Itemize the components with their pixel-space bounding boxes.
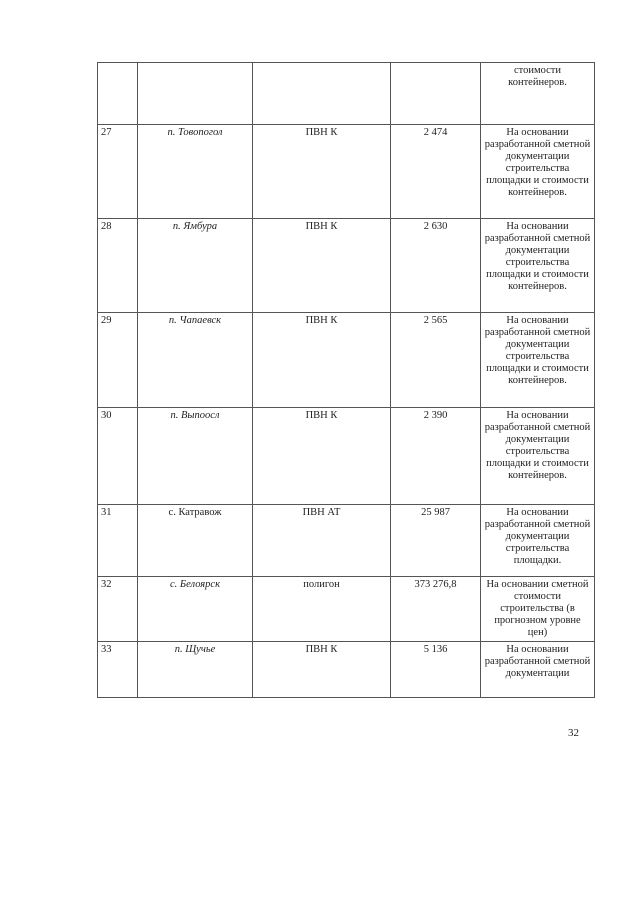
cell-value: 25 987 xyxy=(391,505,481,577)
cell-value xyxy=(391,63,481,125)
cell-name: п. Ямбура xyxy=(138,219,253,313)
cell-num: 27 xyxy=(98,125,138,219)
cell-num: 28 xyxy=(98,219,138,313)
cell-type xyxy=(253,63,391,125)
cell-note: На основании сметной стоимости строительства (в прогнозном уровне цен) xyxy=(481,577,595,642)
cell-note: На основании разработанной сметной документации xyxy=(481,642,595,698)
cell-num: 29 xyxy=(98,313,138,408)
cell-name: п. Чапаевск xyxy=(138,313,253,408)
cell-name: с. Белоярск xyxy=(138,577,253,642)
cell-num: 33 xyxy=(98,642,138,698)
cell-type: ПВН К xyxy=(253,642,391,698)
cell-value: 2 630 xyxy=(391,219,481,313)
cell-note: стоимости контейнеров. xyxy=(481,63,595,125)
cell-value: 2 474 xyxy=(391,125,481,219)
cell-num: 30 xyxy=(98,408,138,505)
cell-type: ПВН АТ xyxy=(253,505,391,577)
cell-name: п. Товопогол xyxy=(138,125,253,219)
cell-type: полигон xyxy=(253,577,391,642)
table-row-continuation xyxy=(98,63,595,125)
cell-value: 5 136 xyxy=(391,642,481,698)
cell-type: ПВН К xyxy=(253,408,391,505)
table-row xyxy=(98,313,595,408)
cell-value: 2 390 xyxy=(391,408,481,505)
table-row xyxy=(98,642,595,698)
table-row xyxy=(98,125,595,219)
cell-note: На основании разработанной сметной документации строительства площадки и стоимости контейнеров. xyxy=(481,125,595,219)
cell-name xyxy=(138,63,253,125)
cell-type: ПВН К xyxy=(253,125,391,219)
cell-note: На основании разработанной сметной документации строительства площадки и стоимости контейнеров. xyxy=(481,313,595,408)
cell-note: На основании разработанной сметной документации строительства площадки и стоимости контейнеров. xyxy=(481,219,595,313)
table-row xyxy=(98,219,595,313)
cell-value: 373 276,8 xyxy=(391,577,481,642)
data-table xyxy=(97,62,595,698)
cell-type: ПВН К xyxy=(253,313,391,408)
cell-note: На основании разработанной сметной документации строительства площадки. xyxy=(481,505,595,577)
cell-name: п. Выпоосл xyxy=(138,408,253,505)
cell-type: ПВН К xyxy=(253,219,391,313)
table-row xyxy=(98,408,595,505)
table-row xyxy=(98,505,595,577)
table-row xyxy=(98,577,595,642)
cell-note: На основании разработанной сметной документации строительства площадки и стоимости контейнеров. xyxy=(481,408,595,505)
cell-num: 32 xyxy=(98,577,138,642)
cell-num xyxy=(98,63,138,125)
cell-name: п. Щучье xyxy=(138,642,253,698)
cell-name: с. Катравож xyxy=(138,505,253,577)
cell-num: 31 xyxy=(98,505,138,577)
page-number: 32 xyxy=(568,727,579,739)
cell-value: 2 565 xyxy=(391,313,481,408)
